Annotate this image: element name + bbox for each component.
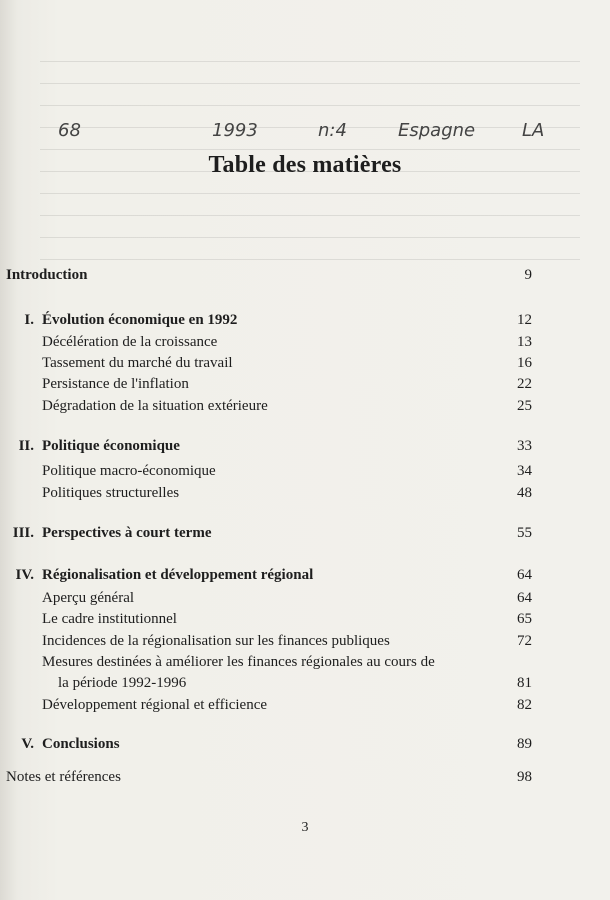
handwritten-note: LA — [522, 120, 545, 141]
subentry-label: Développement régional et efficience — [42, 697, 268, 713]
toc-page: 48 — [517, 485, 532, 501]
toc-page: 55 — [517, 525, 532, 541]
toc-page: 22 — [517, 376, 532, 392]
toc-page: 72 — [517, 633, 532, 649]
handwritten-note: 68 — [58, 120, 81, 141]
toc-page: 12 — [517, 312, 532, 328]
subentry-label: Décélération de la croissance — [42, 334, 218, 350]
handwritten-note: Espagne — [398, 120, 476, 141]
toc-page: 64 — [517, 567, 532, 583]
handwritten-note: 1993 — [212, 120, 258, 141]
toc-page: 81 — [517, 675, 532, 691]
page-title: Table des matières — [208, 152, 402, 178]
subentry-label: Mesures destinées à améliorer les finances régionales au cours de — [42, 654, 435, 670]
toc-label: Notes et références — [6, 769, 121, 785]
section-label: Évolution économique en 1992 — [42, 312, 238, 328]
subentry-label: Tassement du marché du travail — [42, 355, 233, 371]
subentry-label: Le cadre institutionnel — [42, 611, 177, 627]
subentry-label: Dégradation de la situation extérieure — [42, 398, 268, 414]
section-number: IV. — [15, 567, 34, 583]
toc-page: 34 — [517, 463, 532, 479]
toc-page: 65 — [517, 611, 532, 627]
toc-page: 98 — [517, 769, 532, 785]
section-number: II. — [18, 438, 34, 454]
section-label: Conclusions — [42, 736, 120, 752]
subentry-label: la période 1992-1996 — [58, 675, 187, 691]
page-number: 3 — [301, 820, 309, 835]
toc-page: 89 — [517, 736, 532, 752]
subentry-label: Persistance de l'inflation — [42, 376, 189, 392]
section-number: V. — [21, 736, 34, 752]
section-label: Perspectives à court terme — [42, 525, 212, 541]
toc-page: 82 — [517, 697, 532, 713]
toc-page: 9 — [524, 267, 532, 283]
toc-page: 64 — [517, 590, 532, 606]
subentry-label: Politiques structurelles — [42, 485, 180, 501]
section-number: I. — [24, 312, 34, 328]
toc-label: Introduction — [6, 267, 88, 283]
toc-page: 25 — [517, 398, 532, 414]
subentry-label: Incidences de la régionalisation sur les finances publiques — [42, 633, 390, 649]
section-label: Politique économique — [42, 438, 180, 454]
toc-page: 16 — [517, 355, 532, 371]
section-number: III. — [12, 525, 34, 541]
handwritten-note: n:4 — [318, 120, 347, 141]
subentry-label: Aperçu général — [42, 590, 135, 606]
section-label: Régionalisation et développement régional — [42, 567, 314, 583]
subentry-label: Politique macro-économique — [42, 463, 216, 479]
toc-page: 13 — [517, 334, 532, 350]
toc-page: 33 — [517, 438, 532, 454]
